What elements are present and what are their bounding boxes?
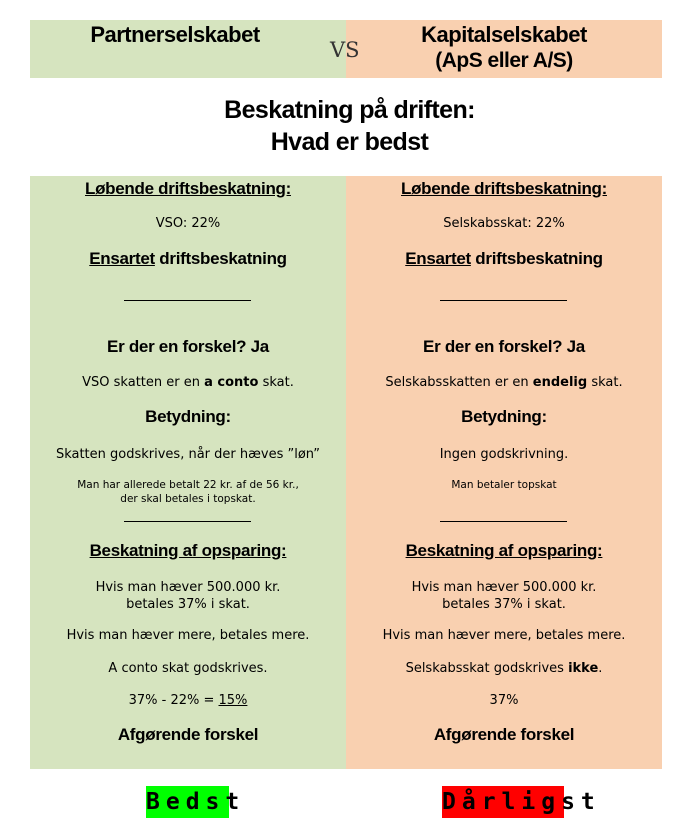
page-title	[0, 94, 699, 158]
right-company-title	[346, 22, 662, 74]
right-heading-savings: Beskatning af opsparing:	[405, 541, 603, 560]
left-text-aconto-bold: a conto	[204, 375, 259, 390]
versus-label: VS	[330, 38, 360, 62]
page-title-line2: Hvad er bedst	[270, 128, 429, 156]
right-text-final	[346, 374, 662, 391]
left-small-note-line1: Man har allerede betalt 22 kr. af de 56 kr.,	[77, 479, 299, 491]
verdict-worst-badge: Dårligst	[442, 786, 564, 818]
right-text-withdraw-line1: Hvis man hæver 500.000 kr.	[411, 580, 597, 595]
right-rate: Selskabsskat: 22%	[443, 216, 565, 231]
right-text-not-credited-c: .	[598, 661, 603, 676]
left-heading-running-tax: Løbende driftsbeskatning:	[85, 179, 291, 198]
right-heading-difference: Er der en forskel? Ja	[423, 337, 585, 356]
right-text-not-credited-a: Selskabsskat godskrives	[405, 661, 569, 676]
left-divider-2	[124, 521, 251, 522]
left-text-aconto	[30, 374, 346, 391]
left-text-more: Hvis man hæver mere, betales mere.	[66, 628, 310, 643]
left-company-title: Partnerselskabet	[90, 22, 260, 47]
right-text-no-credit: Ingen godskrivning.	[439, 447, 569, 462]
right-title-line1: Kapitalselskabet	[421, 22, 587, 47]
right-heading-running-tax: Løbende driftsbeskatning:	[401, 179, 607, 198]
left-divider-1	[124, 300, 251, 301]
left-text-calc-expr: 37% - 22% =	[128, 693, 219, 708]
left-text-calc-result: 15%	[218, 693, 248, 708]
right-small-note: Man betaler topskat	[451, 479, 557, 491]
right-heading-meaning: Betydning:	[461, 407, 547, 426]
right-text-final-c: skat.	[587, 375, 623, 390]
left-heading-savings: Beskatning af opsparing:	[89, 541, 287, 560]
verdict-best-badge: Bedst	[146, 786, 229, 818]
left-heading-uniform-underlined: Ensartet	[89, 249, 155, 268]
right-heading-decisive: Afgørende forskel	[433, 725, 575, 744]
right-text-withdraw	[346, 579, 662, 613]
left-small-note	[30, 478, 346, 506]
header-right-panel	[346, 20, 662, 78]
left-text-withdraw	[30, 579, 346, 613]
left-text-aconto-c: skat.	[258, 375, 294, 390]
right-heading-uniform-rest: driftsbeskatning	[470, 249, 603, 268]
left-text-withdraw-line1: Hvis man hæver 500.000 kr.	[95, 580, 281, 595]
left-text-credited: A conto skat godskrives.	[108, 661, 268, 676]
right-text-not-credited-bold: ikke	[568, 661, 599, 676]
left-heading-difference: Er der en forskel? Ja	[107, 337, 269, 356]
left-heading-uniform-rest: driftsbeskatning	[154, 249, 287, 268]
left-small-note-line2: der skal betales i topskat.	[120, 493, 256, 505]
left-text-calc	[30, 692, 346, 709]
right-divider-1	[440, 300, 567, 301]
comparison-header	[30, 20, 662, 78]
header-left-panel	[30, 20, 346, 78]
left-heading-uniform	[30, 248, 346, 270]
right-text-more: Hvis man hæver mere, betales mere.	[382, 628, 626, 643]
right-text-calc: 37%	[489, 693, 519, 708]
left-rate: VSO: 22%	[155, 216, 221, 231]
left-column	[30, 176, 346, 769]
left-text-credit: Skatten godskrives, når der hæves ”løn”	[55, 447, 321, 462]
right-divider-2	[440, 521, 567, 522]
right-text-final-bold: endelig	[532, 375, 588, 390]
right-heading-uniform-underlined: Ensartet	[405, 249, 471, 268]
right-column	[346, 176, 662, 769]
left-heading-decisive: Afgørende forskel	[117, 725, 259, 744]
right-text-final-a: Selskabsskatten er en	[385, 375, 533, 390]
left-text-withdraw-line2: betales 37% i skat.	[126, 597, 250, 612]
right-heading-uniform	[346, 248, 662, 270]
left-text-aconto-a: VSO skatten er en	[82, 375, 205, 390]
right-text-not-credited	[346, 660, 662, 677]
right-text-withdraw-line2: betales 37% i skat.	[442, 597, 566, 612]
page-title-line1: Beskatning på driften:	[224, 96, 475, 124]
right-title-line2: (ApS eller A/S)	[435, 49, 573, 72]
left-heading-meaning: Betydning:	[145, 407, 231, 426]
